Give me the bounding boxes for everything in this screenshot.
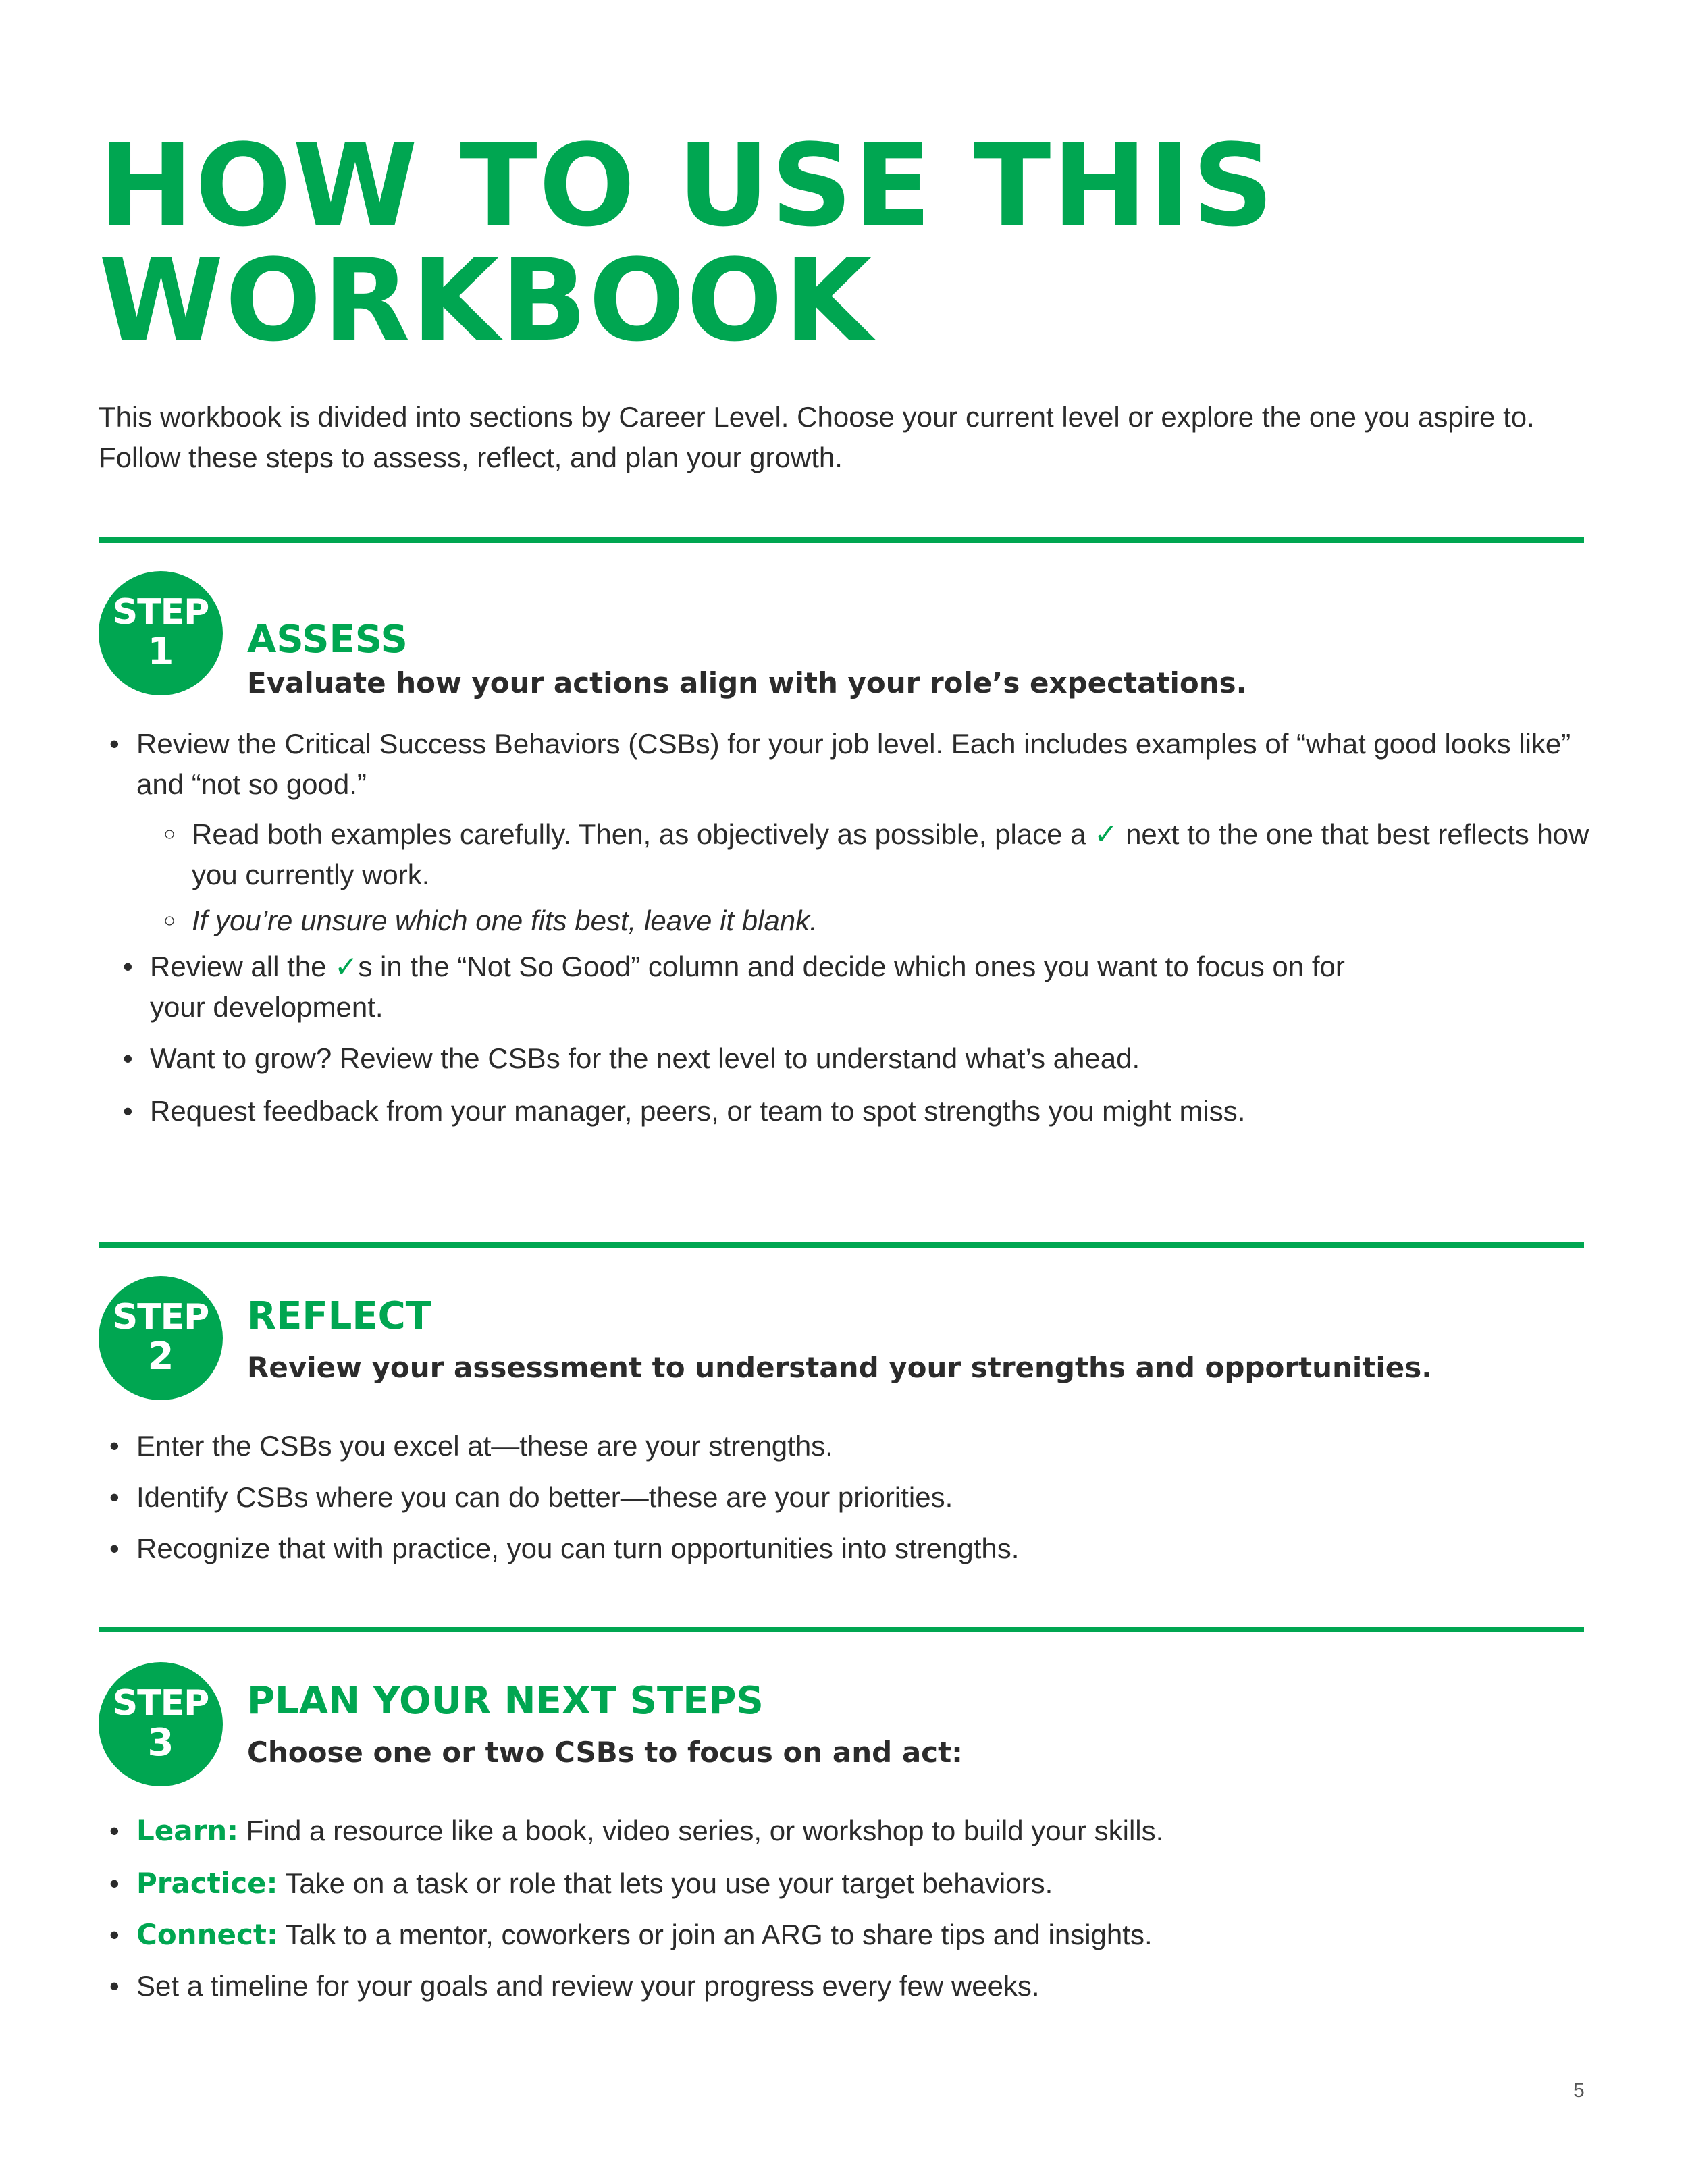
step-2-badge (99, 1276, 223, 1400)
step-2-heading: REFLECT (247, 1294, 431, 1338)
bullet-icon: • (123, 1042, 133, 1074)
bullet-icon: • (109, 1815, 120, 1846)
step-1-bullet-2 (123, 947, 1595, 1028)
step-2-subheading: Review your assessment to understand your strengths and opportunities. (247, 1351, 1433, 1384)
step-1-bullet-3 (123, 1038, 1595, 1079)
section-divider-step-2 (99, 1242, 1584, 1248)
learn-text: Find a resource like a book, video series, or workshop to build your skills. (246, 1815, 1164, 1846)
step-1-bullet-2-text-a: Review all the (150, 951, 327, 982)
step-3-badge (99, 1662, 223, 1786)
step-1-subbullet-2-text: If you’re unsure which one fits best, leave it blank. (192, 905, 818, 936)
step-1-subbullet-1-line-2: you currently work. (192, 859, 430, 890)
page-title (99, 119, 1275, 367)
step-1-bullet-2-text-b: s in the “Not So Good” column and decide which ones you want to focus on for (358, 951, 1345, 982)
connect-text: Talk to a mentor, coworkers or join an ARG to share tips and insights. (285, 1919, 1153, 1950)
step-1-bullet-1 (109, 724, 1595, 805)
practice-text: Take on a task or role that lets you use your target behaviors. (285, 1867, 1053, 1899)
sub-bullet-icon: ○ (163, 823, 176, 845)
checkmark-icon: ✓ (334, 951, 359, 982)
step-1-bullet-1-line-2: and “not so good.” (136, 768, 367, 800)
checkmark-icon: ✓ (1094, 818, 1118, 850)
step-1-badge-number: 1 (147, 630, 174, 674)
step-2-bullet-3 (109, 1528, 1595, 1569)
practice-label: Practice: (136, 1867, 278, 1900)
bullet-icon: • (109, 1430, 120, 1462)
intro-line-2: Follow these steps to assess, reflect, and plan your growth. (99, 442, 843, 473)
step-1-bullet-1-line-1: Review the Critical Success Behaviors (CSBs) for your job level. Each includes examples of “what good looks like” (136, 728, 1571, 760)
bullet-icon: • (109, 728, 120, 760)
intro-paragraph (99, 397, 1598, 478)
step-3-badge-number: 3 (147, 1721, 174, 1765)
step-1-subbullet-1-text-b: next to the one that best reflects how (1126, 818, 1589, 850)
step-2-bullet-1-text: Enter the CSBs you excel at—these are your strengths. (136, 1430, 833, 1462)
step-1-badge-word: STEP (112, 592, 209, 633)
step-2-bullet-2 (109, 1477, 1595, 1518)
step-1-bullet-4-text: Request feedback from your manager, peers, or team to spot strengths you might miss. (150, 1095, 1246, 1127)
step-2-bullet-1 (109, 1426, 1595, 1466)
step-1-badge (99, 571, 223, 695)
step-1-subheading: Evaluate how your actions align with your role’s expectations. (247, 666, 1247, 699)
step-2-badge-word: STEP (112, 1297, 209, 1337)
step-3-subheading: Choose one or two CSBs to focus on and act: (247, 1736, 963, 1769)
step-2-bullet-3-text: Recognize that with practice, you can turn opportunities into strengths. (136, 1533, 1020, 1564)
step-1-heading: ASSESS (247, 618, 408, 662)
step-1-subbullet-1-text-a: Read both examples carefully. Then, as objectively as possible, place a (192, 818, 1086, 850)
bullet-icon: • (109, 1533, 120, 1564)
bullet-icon: • (109, 1481, 120, 1513)
step-2-bullet-2-text: Identify CSBs where you can do better—these are your priorities. (136, 1481, 953, 1513)
step-3-bullet-4-text: Set a timeline for your goals and review your progress every few weeks. (136, 1970, 1040, 2002)
step-1-bullet-4 (123, 1091, 1595, 1131)
bullet-icon: • (123, 1095, 133, 1127)
page-number: 5 (1573, 2079, 1585, 2102)
step-1-bullet-3-text: Want to grow? Review the CSBs for the next level to understand what’s ahead. (150, 1042, 1140, 1074)
title-line-2: WORKBOOK (99, 234, 874, 367)
step-3-bullet-practice (109, 1863, 1595, 1904)
bullet-icon: • (123, 951, 133, 982)
bullet-icon: • (109, 1867, 120, 1899)
bullet-icon: • (109, 1970, 120, 2002)
section-divider-step-3 (99, 1627, 1584, 1632)
step-2-badge-number: 2 (147, 1335, 174, 1379)
step-3-bullet-connect (109, 1915, 1595, 1955)
step-1-subbullet-2 (163, 901, 1596, 941)
step-3-heading: PLAN YOUR NEXT STEPS (247, 1679, 764, 1723)
learn-label: Learn: (136, 1814, 238, 1847)
sub-bullet-icon: ○ (163, 909, 176, 932)
step-1-bullet-2-line-2: your development. (150, 991, 384, 1023)
intro-line-1: This workbook is divided into sections by Career Level. Choose your current level or explore the one you aspire to. (99, 401, 1535, 433)
step-3-bullet-4 (109, 1966, 1595, 2006)
step-1-subbullet-1 (163, 814, 1596, 895)
title-line-1: HOW TO USE THIS (99, 119, 1275, 252)
step-3-bullet-learn (109, 1811, 1595, 1851)
section-divider-step-1 (99, 537, 1584, 543)
step-3-badge-word: STEP (112, 1683, 209, 1724)
connect-label: Connect: (136, 1918, 278, 1951)
bullet-icon: • (109, 1919, 120, 1950)
